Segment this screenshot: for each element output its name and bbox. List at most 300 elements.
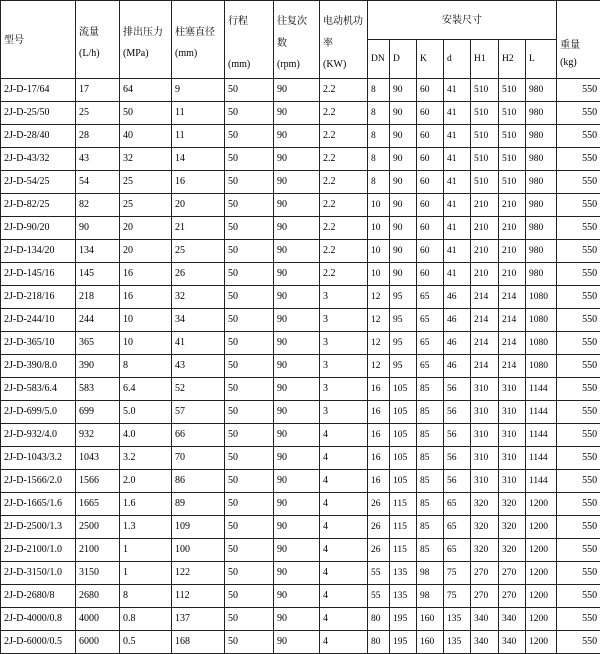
cell-h2: 510 — [499, 125, 526, 148]
cell-d-lower: 41 — [444, 125, 471, 148]
cell-dn: 80 — [368, 631, 390, 654]
cell-reciprocating: 90 — [274, 424, 320, 447]
dim-header-d-upper: D — [390, 40, 417, 79]
cell-model: 2J-D-90/20 — [1, 217, 76, 240]
cell-l: 1200 — [526, 562, 557, 585]
table-row — [1, 401, 600, 424]
cell-d-lower: 41 — [444, 148, 471, 171]
cell-flow: 932 — [76, 424, 120, 447]
cell-stroke: 50 — [225, 539, 274, 562]
cell-model: 2J-D-82/25 — [1, 194, 76, 217]
cell-dn: 80 — [368, 608, 390, 631]
cell-h2: 340 — [499, 608, 526, 631]
cell-pressure: 10 — [120, 332, 172, 355]
cell-dn: 8 — [368, 125, 390, 148]
cell-stroke: 50 — [225, 102, 274, 125]
cell-motor: 4 — [320, 562, 368, 585]
cell-h2: 214 — [499, 286, 526, 309]
cell-d-upper: 135 — [390, 585, 417, 608]
cell-model: 2J-D-1665/1.6 — [1, 493, 76, 516]
cell-flow: 3150 — [76, 562, 120, 585]
cell-k: 60 — [417, 240, 444, 263]
cell-h2: 310 — [499, 401, 526, 424]
cell-pressure: 6.4 — [120, 378, 172, 401]
cell-pressure: 32 — [120, 148, 172, 171]
cell-reciprocating: 90 — [274, 125, 320, 148]
cell-h1: 510 — [471, 125, 499, 148]
header-install: 安装尺寸 — [368, 1, 557, 40]
cell-h1: 210 — [471, 263, 499, 286]
cell-h1: 320 — [471, 516, 499, 539]
cell-d-lower: 56 — [444, 378, 471, 401]
cell-reciprocating: 90 — [274, 194, 320, 217]
cell-h1: 214 — [471, 355, 499, 378]
cell-model: 2J-D-43/32 — [1, 148, 76, 171]
cell-dn: 55 — [368, 562, 390, 585]
cell-reciprocating: 90 — [274, 631, 320, 654]
cell-dn: 10 — [368, 263, 390, 286]
cell-d-upper: 90 — [390, 148, 417, 171]
cell-pressure: 1 — [120, 562, 172, 585]
cell-pressure: 1.6 — [120, 493, 172, 516]
cell-k: 98 — [417, 585, 444, 608]
cell-flow: 4000 — [76, 608, 120, 631]
cell-h2: 210 — [499, 263, 526, 286]
cell-plunger: 109 — [172, 516, 225, 539]
cell-weight: 550 — [557, 286, 600, 309]
cell-d-upper: 105 — [390, 378, 417, 401]
cell-d-upper: 95 — [390, 286, 417, 309]
cell-stroke: 50 — [225, 470, 274, 493]
cell-d-lower: 46 — [444, 332, 471, 355]
cell-plunger: 25 — [172, 240, 225, 263]
cell-weight: 550 — [557, 562, 600, 585]
cell-plunger: 20 — [172, 194, 225, 217]
cell-l: 980 — [526, 148, 557, 171]
table-row — [1, 240, 600, 263]
cell-flow: 145 — [76, 263, 120, 286]
table-row — [1, 447, 600, 470]
table-row — [1, 378, 600, 401]
cell-flow: 365 — [76, 332, 120, 355]
cell-d-upper: 105 — [390, 470, 417, 493]
cell-dn: 12 — [368, 286, 390, 309]
cell-d-lower: 41 — [444, 79, 471, 102]
cell-dn: 8 — [368, 79, 390, 102]
cell-d-lower: 46 — [444, 309, 471, 332]
cell-model: 2J-D-218/16 — [1, 286, 76, 309]
cell-stroke: 50 — [225, 585, 274, 608]
cell-pressure: 16 — [120, 263, 172, 286]
cell-flow: 43 — [76, 148, 120, 171]
cell-model: 2J-D-583/6.4 — [1, 378, 76, 401]
table-row — [1, 585, 600, 608]
cell-reciprocating: 90 — [274, 447, 320, 470]
cell-l: 980 — [526, 171, 557, 194]
cell-model: 2J-D-1043/3.2 — [1, 447, 76, 470]
cell-h2: 320 — [499, 539, 526, 562]
cell-stroke: 50 — [225, 79, 274, 102]
cell-l: 1200 — [526, 516, 557, 539]
cell-dn: 16 — [368, 447, 390, 470]
cell-plunger: 122 — [172, 562, 225, 585]
cell-reciprocating: 90 — [274, 608, 320, 631]
cell-k: 85 — [417, 516, 444, 539]
cell-k: 65 — [417, 309, 444, 332]
cell-h1: 510 — [471, 148, 499, 171]
cell-motor: 4 — [320, 424, 368, 447]
cell-stroke: 50 — [225, 401, 274, 424]
cell-h1: 310 — [471, 470, 499, 493]
cell-dn: 10 — [368, 194, 390, 217]
cell-model: 2J-D-365/10 — [1, 332, 76, 355]
cell-h2: 310 — [499, 378, 526, 401]
cell-plunger: 32 — [172, 286, 225, 309]
cell-dn: 8 — [368, 171, 390, 194]
cell-model: 2J-D-390/8.0 — [1, 355, 76, 378]
cell-k: 85 — [417, 424, 444, 447]
dim-header-k: K — [417, 40, 444, 79]
cell-stroke: 50 — [225, 424, 274, 447]
cell-d-lower: 41 — [444, 240, 471, 263]
cell-h2: 214 — [499, 309, 526, 332]
cell-model: 2J-D-25/50 — [1, 102, 76, 125]
cell-k: 60 — [417, 263, 444, 286]
cell-dn: 16 — [368, 378, 390, 401]
cell-reciprocating: 90 — [274, 217, 320, 240]
cell-dn: 16 — [368, 470, 390, 493]
cell-pressure: 25 — [120, 194, 172, 217]
cell-d-lower: 46 — [444, 286, 471, 309]
table-row — [1, 263, 600, 286]
cell-h1: 210 — [471, 240, 499, 263]
cell-pressure: 4.0 — [120, 424, 172, 447]
cell-stroke: 50 — [225, 309, 274, 332]
cell-h2: 310 — [499, 424, 526, 447]
cell-d-upper: 115 — [390, 493, 417, 516]
cell-reciprocating: 90 — [274, 355, 320, 378]
cell-h2: 510 — [499, 102, 526, 125]
header-reciprocating: 往复次数 (rpm) — [274, 1, 320, 79]
cell-l: 1144 — [526, 470, 557, 493]
cell-d-lower: 41 — [444, 194, 471, 217]
cell-flow: 390 — [76, 355, 120, 378]
cell-motor: 2.2 — [320, 194, 368, 217]
cell-motor: 4 — [320, 608, 368, 631]
cell-k: 98 — [417, 562, 444, 585]
cell-weight: 550 — [557, 608, 600, 631]
cell-weight: 550 — [557, 493, 600, 516]
cell-plunger: 112 — [172, 585, 225, 608]
cell-d-upper: 135 — [390, 562, 417, 585]
cell-plunger: 16 — [172, 171, 225, 194]
cell-h2: 340 — [499, 631, 526, 654]
cell-k: 65 — [417, 355, 444, 378]
cell-weight: 550 — [557, 355, 600, 378]
cell-weight: 550 — [557, 424, 600, 447]
cell-l: 980 — [526, 194, 557, 217]
cell-motor: 3 — [320, 401, 368, 424]
cell-d-upper: 90 — [390, 263, 417, 286]
cell-dn: 12 — [368, 309, 390, 332]
header-plunger: 柱塞直径 (mm) — [172, 1, 225, 79]
cell-reciprocating: 90 — [274, 562, 320, 585]
cell-flow: 1566 — [76, 470, 120, 493]
cell-plunger: 26 — [172, 263, 225, 286]
cell-stroke: 50 — [225, 217, 274, 240]
cell-plunger: 52 — [172, 378, 225, 401]
cell-h1: 214 — [471, 286, 499, 309]
cell-d-lower: 46 — [444, 355, 471, 378]
cell-pressure: 25 — [120, 171, 172, 194]
table-row — [1, 355, 600, 378]
cell-weight: 550 — [557, 585, 600, 608]
cell-h1: 340 — [471, 631, 499, 654]
cell-plunger: 21 — [172, 217, 225, 240]
cell-weight: 550 — [557, 470, 600, 493]
table-row — [1, 562, 600, 585]
table-row — [1, 470, 600, 493]
cell-motor: 2.2 — [320, 263, 368, 286]
cell-l: 1200 — [526, 539, 557, 562]
cell-pressure: 1 — [120, 539, 172, 562]
cell-motor: 4 — [320, 516, 368, 539]
cell-d-lower: 56 — [444, 447, 471, 470]
cell-k: 60 — [417, 217, 444, 240]
cell-d-lower: 41 — [444, 263, 471, 286]
cell-l: 980 — [526, 102, 557, 125]
cell-h2: 510 — [499, 79, 526, 102]
cell-stroke: 50 — [225, 332, 274, 355]
cell-pressure: 8 — [120, 585, 172, 608]
cell-d-lower: 41 — [444, 171, 471, 194]
cell-reciprocating: 90 — [274, 240, 320, 263]
cell-k: 60 — [417, 79, 444, 102]
cell-plunger: 57 — [172, 401, 225, 424]
header-weight: 重量 (kg) — [557, 1, 600, 79]
cell-k: 60 — [417, 125, 444, 148]
cell-motor: 4 — [320, 585, 368, 608]
cell-d-upper: 95 — [390, 332, 417, 355]
cell-reciprocating: 90 — [274, 332, 320, 355]
cell-l: 1200 — [526, 493, 557, 516]
cell-motor: 4 — [320, 493, 368, 516]
cell-l: 980 — [526, 240, 557, 263]
cell-model: 2J-D-54/25 — [1, 171, 76, 194]
cell-model: 2J-D-2680/8 — [1, 585, 76, 608]
cell-d-upper: 95 — [390, 355, 417, 378]
cell-flow: 82 — [76, 194, 120, 217]
cell-model: 2J-D-932/4.0 — [1, 424, 76, 447]
cell-model: 2J-D-2500/1.3 — [1, 516, 76, 539]
cell-weight: 550 — [557, 171, 600, 194]
cell-stroke: 50 — [225, 608, 274, 631]
cell-weight: 550 — [557, 447, 600, 470]
cell-reciprocating: 90 — [274, 585, 320, 608]
cell-flow: 244 — [76, 309, 120, 332]
cell-dn: 16 — [368, 401, 390, 424]
cell-stroke: 50 — [225, 355, 274, 378]
cell-flow: 54 — [76, 171, 120, 194]
cell-reciprocating: 90 — [274, 171, 320, 194]
cell-stroke: 50 — [225, 493, 274, 516]
cell-d-lower: 56 — [444, 424, 471, 447]
cell-d-upper: 90 — [390, 217, 417, 240]
cell-pressure: 0.8 — [120, 608, 172, 631]
cell-l: 1144 — [526, 447, 557, 470]
cell-motor: 4 — [320, 447, 368, 470]
table-row — [1, 539, 600, 562]
cell-h1: 320 — [471, 493, 499, 516]
cell-plunger: 34 — [172, 309, 225, 332]
dim-header-h1: H1 — [471, 40, 499, 79]
cell-l: 1144 — [526, 401, 557, 424]
cell-l: 980 — [526, 263, 557, 286]
cell-d-lower: 75 — [444, 562, 471, 585]
cell-d-upper: 90 — [390, 125, 417, 148]
cell-model: 2J-D-2100/1.0 — [1, 539, 76, 562]
cell-model: 2J-D-3150/1.0 — [1, 562, 76, 585]
table-row — [1, 217, 600, 240]
cell-pressure: 8 — [120, 355, 172, 378]
cell-k: 85 — [417, 493, 444, 516]
cell-d-lower: 135 — [444, 608, 471, 631]
cell-motor: 2.2 — [320, 171, 368, 194]
cell-k: 85 — [417, 378, 444, 401]
cell-h1: 510 — [471, 171, 499, 194]
cell-model: 2J-D-1566/2.0 — [1, 470, 76, 493]
cell-d-lower: 65 — [444, 493, 471, 516]
cell-h1: 310 — [471, 401, 499, 424]
cell-plunger: 168 — [172, 631, 225, 654]
cell-d-upper: 115 — [390, 516, 417, 539]
cell-h1: 210 — [471, 194, 499, 217]
cell-dn: 55 — [368, 585, 390, 608]
cell-pressure: 5.0 — [120, 401, 172, 424]
cell-h2: 320 — [499, 493, 526, 516]
cell-dn: 26 — [368, 493, 390, 516]
cell-weight: 550 — [557, 240, 600, 263]
cell-pressure: 20 — [120, 217, 172, 240]
cell-weight: 550 — [557, 125, 600, 148]
cell-d-upper: 90 — [390, 102, 417, 125]
cell-d-lower: 41 — [444, 217, 471, 240]
cell-reciprocating: 90 — [274, 470, 320, 493]
cell-h1: 510 — [471, 79, 499, 102]
cell-h1: 340 — [471, 608, 499, 631]
cell-flow: 583 — [76, 378, 120, 401]
cell-d-lower: 41 — [444, 102, 471, 125]
cell-h2: 210 — [499, 240, 526, 263]
cell-k: 160 — [417, 608, 444, 631]
cell-k: 60 — [417, 148, 444, 171]
cell-motor: 2.2 — [320, 148, 368, 171]
cell-l: 980 — [526, 217, 557, 240]
cell-stroke: 50 — [225, 631, 274, 654]
cell-motor: 3 — [320, 355, 368, 378]
dim-header-d-lower: d — [444, 40, 471, 79]
cell-k: 65 — [417, 286, 444, 309]
cell-d-upper: 95 — [390, 309, 417, 332]
cell-k: 85 — [417, 539, 444, 562]
cell-motor: 4 — [320, 470, 368, 493]
cell-stroke: 50 — [225, 263, 274, 286]
cell-dn: 26 — [368, 516, 390, 539]
dim-header-h2: H2 — [499, 40, 526, 79]
cell-h2: 320 — [499, 516, 526, 539]
table-row — [1, 79, 600, 102]
cell-plunger: 11 — [172, 125, 225, 148]
cell-stroke: 50 — [225, 240, 274, 263]
cell-d-upper: 90 — [390, 171, 417, 194]
cell-k: 65 — [417, 332, 444, 355]
cell-plunger: 9 — [172, 79, 225, 102]
cell-weight: 550 — [557, 148, 600, 171]
table-row — [1, 424, 600, 447]
cell-plunger: 70 — [172, 447, 225, 470]
cell-d-upper: 115 — [390, 539, 417, 562]
cell-d-upper: 90 — [390, 194, 417, 217]
cell-model: 2J-D-699/5.0 — [1, 401, 76, 424]
cell-reciprocating: 90 — [274, 516, 320, 539]
cell-stroke: 50 — [225, 516, 274, 539]
cell-d-upper: 105 — [390, 447, 417, 470]
cell-weight: 550 — [557, 309, 600, 332]
cell-flow: 2500 — [76, 516, 120, 539]
cell-motor: 2.2 — [320, 125, 368, 148]
cell-flow: 90 — [76, 217, 120, 240]
cell-d-upper: 90 — [390, 79, 417, 102]
table-row — [1, 631, 600, 654]
cell-flow: 134 — [76, 240, 120, 263]
cell-flow: 17 — [76, 79, 120, 102]
cell-k: 60 — [417, 194, 444, 217]
cell-model: 2J-D-6000/0.5 — [1, 631, 76, 654]
cell-flow: 218 — [76, 286, 120, 309]
cell-h2: 310 — [499, 470, 526, 493]
cell-h2: 270 — [499, 585, 526, 608]
cell-h1: 510 — [471, 102, 499, 125]
cell-plunger: 43 — [172, 355, 225, 378]
cell-dn: 12 — [368, 332, 390, 355]
cell-l: 1144 — [526, 378, 557, 401]
cell-l: 1200 — [526, 585, 557, 608]
cell-dn: 12 — [368, 355, 390, 378]
cell-stroke: 50 — [225, 447, 274, 470]
cell-stroke: 50 — [225, 286, 274, 309]
cell-l: 1200 — [526, 608, 557, 631]
cell-motor: 2.2 — [320, 102, 368, 125]
cell-d-lower: 135 — [444, 631, 471, 654]
cell-reciprocating: 90 — [274, 286, 320, 309]
table-row — [1, 309, 600, 332]
cell-dn: 10 — [368, 217, 390, 240]
cell-pressure: 0.5 — [120, 631, 172, 654]
cell-pressure: 2.0 — [120, 470, 172, 493]
cell-plunger: 41 — [172, 332, 225, 355]
cell-weight: 550 — [557, 79, 600, 102]
cell-model: 2J-D-17/64 — [1, 79, 76, 102]
table-row — [1, 493, 600, 516]
header-pressure: 排出压力 (MPa) — [120, 1, 172, 79]
cell-model: 2J-D-28/40 — [1, 125, 76, 148]
cell-pressure: 1.3 — [120, 516, 172, 539]
table-row — [1, 148, 600, 171]
cell-flow: 2100 — [76, 539, 120, 562]
cell-motor: 3 — [320, 286, 368, 309]
cell-h2: 214 — [499, 332, 526, 355]
header-row — [1, 1, 600, 40]
